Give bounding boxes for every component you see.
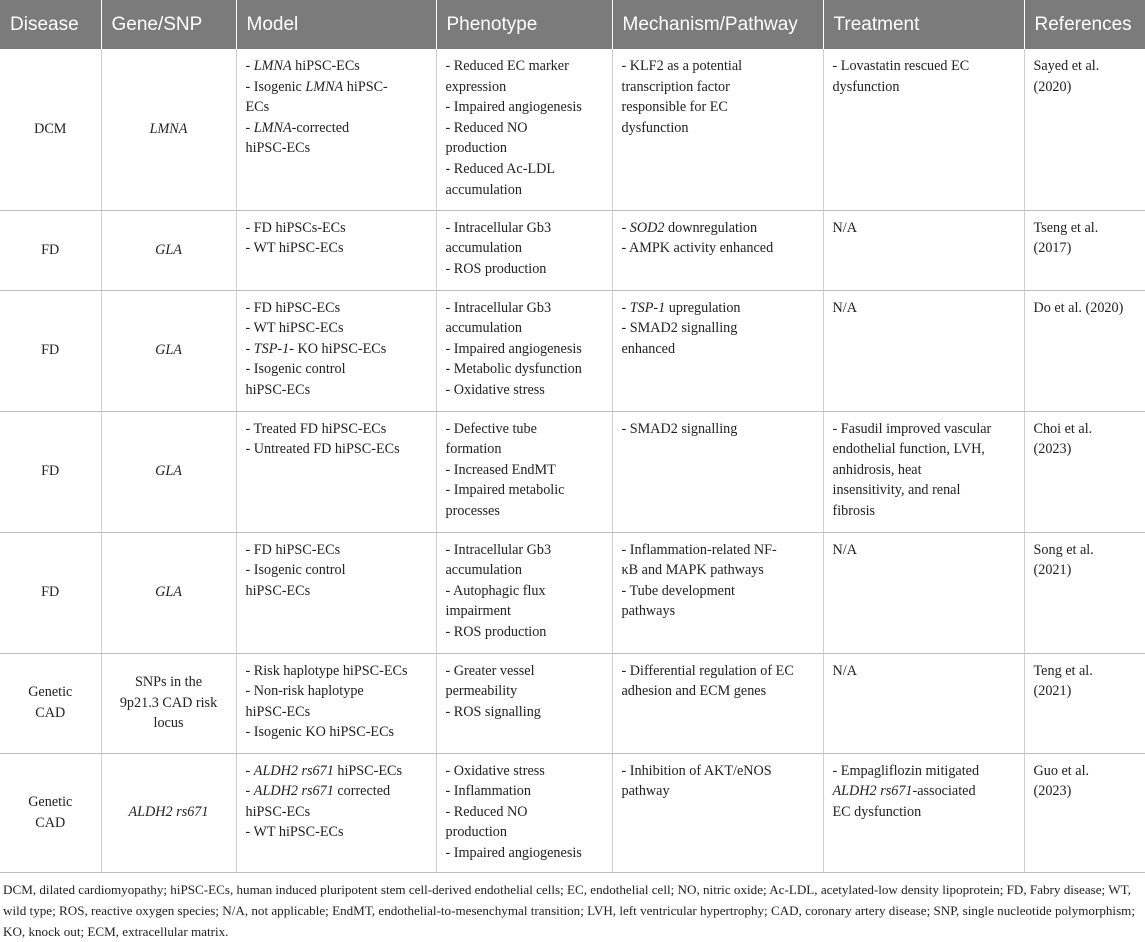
column-header-gene-snp: Gene/SNP bbox=[101, 0, 236, 49]
phenotype-cell bbox=[436, 411, 612, 532]
gene-line: GLA bbox=[155, 241, 182, 258]
gene-cell bbox=[101, 532, 236, 653]
phenotype-line: - Oxidative stress bbox=[445, 762, 545, 779]
disease-line: CAD bbox=[35, 705, 66, 721]
mechanism-line: - TSP-1 upregulation bbox=[621, 299, 741, 316]
treatment-line: endothelial function, LVH, bbox=[832, 441, 985, 458]
disease-line: CAD bbox=[35, 814, 66, 831]
mechanism-cell bbox=[612, 411, 823, 532]
disease-line: FD bbox=[41, 584, 60, 601]
model-line: hiPSC-ECs bbox=[245, 381, 311, 398]
model-line: hiPSC-ECs bbox=[245, 703, 311, 720]
model-cell bbox=[236, 290, 436, 411]
phenotype-line: formation bbox=[445, 441, 502, 458]
treatment-cell bbox=[823, 49, 1024, 210]
mechanism-cell bbox=[612, 653, 823, 753]
model-line: - WT hiPSC-ECs bbox=[245, 240, 344, 257]
phenotype-cell bbox=[436, 653, 612, 753]
table-row bbox=[0, 49, 1145, 210]
treatment-cell bbox=[823, 532, 1024, 653]
phenotype-line: expression bbox=[445, 78, 507, 95]
disease-cell bbox=[0, 532, 101, 653]
model-line: - Isogenic LMNA hiPSC- bbox=[245, 78, 388, 95]
phenotype-line: - Intracellular Gb3 bbox=[445, 219, 552, 236]
mechanism-line: κB and MAPK pathways bbox=[621, 562, 764, 579]
phenotype-line: accumulation bbox=[445, 562, 522, 579]
phenotype-line: - Intracellular Gb3 bbox=[445, 541, 552, 558]
references-line: Teng et al. bbox=[1033, 662, 1093, 679]
references-line: (2023) bbox=[1033, 441, 1072, 458]
mechanism-line: - SOD2 downregulation bbox=[621, 219, 758, 236]
model-line: - FD hiPSCs-ECs bbox=[245, 219, 346, 236]
phenotype-line: - Oxidative stress bbox=[445, 381, 545, 398]
references-cell bbox=[1024, 753, 1145, 872]
model-cell bbox=[236, 411, 436, 532]
model-cell bbox=[236, 532, 436, 653]
references-cell bbox=[1024, 49, 1145, 210]
mechanism-cell bbox=[612, 532, 823, 653]
gene-cell bbox=[101, 290, 236, 411]
treatment-line: N/A bbox=[832, 219, 857, 236]
phenotype-line: accumulation bbox=[445, 320, 522, 337]
treatment-line: fibrosis bbox=[832, 502, 876, 519]
disease-line: FD bbox=[41, 241, 60, 258]
mechanism-line: - Inhibition of AKT/eNOS bbox=[621, 762, 772, 779]
phenotype-cell bbox=[436, 753, 612, 872]
mechanism-line: adhesion and ECM genes bbox=[621, 683, 767, 700]
treatment-cell bbox=[823, 290, 1024, 411]
gene-line: 9p21.3 CAD risk bbox=[119, 694, 218, 711]
header-row bbox=[0, 0, 1145, 49]
references-line: (2021) bbox=[1033, 683, 1072, 700]
phenotype-line: - Reduced NO bbox=[445, 803, 528, 820]
treatment-cell bbox=[823, 653, 1024, 753]
phenotype-cell bbox=[436, 210, 612, 290]
column-header-disease: Disease bbox=[0, 0, 101, 49]
gene-line: GLA bbox=[155, 463, 182, 480]
phenotype-line: - Greater vessel bbox=[445, 662, 535, 679]
model-line: - Untreated FD hiPSC-ECs bbox=[245, 441, 400, 458]
treatment-line: EC dysfunction bbox=[832, 803, 922, 820]
treatment-cell bbox=[823, 411, 1024, 532]
references-cell bbox=[1024, 653, 1145, 753]
gene-line: locus bbox=[153, 715, 184, 732]
phenotype-line: - Increased EndMT bbox=[445, 461, 556, 478]
references-line: Guo et al. bbox=[1033, 762, 1090, 779]
mechanism-line: - Differential regulation of EC bbox=[621, 662, 794, 679]
phenotype-line: - Reduced EC marker bbox=[445, 58, 569, 74]
phenotype-cell bbox=[436, 290, 612, 411]
treatment-line: - Lovastatin rescued EC bbox=[832, 58, 970, 74]
model-line: - LMNA hiPSC-ECs bbox=[245, 58, 360, 74]
model-line: - TSP-1- KO hiPSC-ECs bbox=[245, 340, 387, 357]
references-cell bbox=[1024, 411, 1145, 532]
disease-line: Genetic bbox=[28, 793, 73, 810]
disease-cell bbox=[0, 290, 101, 411]
treatment-line: N/A bbox=[832, 541, 857, 558]
gene-cell bbox=[101, 49, 236, 210]
model-line: - LMNA-corrected bbox=[245, 119, 350, 136]
treatment-line: N/A bbox=[832, 299, 857, 316]
model-line: - Isogenic KO hiPSC-ECs bbox=[245, 724, 395, 741]
mechanism-line: enhanced bbox=[621, 340, 676, 357]
references-line: Sayed et al. bbox=[1033, 58, 1100, 74]
gene-line: ALDH2 rs671 bbox=[128, 804, 209, 821]
mechanism-line: transcription factor bbox=[621, 78, 730, 95]
gene-cell bbox=[101, 210, 236, 290]
table-row bbox=[0, 210, 1145, 290]
model-line: - ALDH2 rs671 corrected bbox=[245, 783, 391, 800]
phenotype-line: - Impaired angiogenesis bbox=[445, 99, 582, 116]
model-line: hiPSC-ECs bbox=[245, 582, 311, 599]
table-row bbox=[0, 532, 1145, 653]
phenotype-cell bbox=[436, 532, 612, 653]
mechanism-cell bbox=[612, 210, 823, 290]
disease-line: FD bbox=[41, 342, 60, 359]
mechanism-line: - SMAD2 signalling bbox=[621, 320, 738, 337]
gene-line: LMNA bbox=[149, 120, 188, 137]
treatment-line: ALDH2 rs671-associated bbox=[832, 783, 976, 800]
phenotype-line: - Metabolic dysfunction bbox=[445, 361, 582, 378]
column-header-treatment: Treatment bbox=[823, 0, 1024, 49]
model-line: - Non-risk haplotype bbox=[245, 683, 364, 700]
treatment-line: anhidrosis, heat bbox=[832, 461, 922, 478]
phenotype-line: - ROS production bbox=[445, 260, 547, 277]
gene-cell bbox=[101, 753, 236, 872]
mechanism-line: responsible for EC bbox=[621, 99, 728, 116]
model-line: - WT hiPSC-ECs bbox=[245, 824, 344, 841]
model-line: - Treated FD hiPSC-ECs bbox=[245, 420, 387, 437]
table-row bbox=[0, 290, 1145, 411]
references-cell bbox=[1024, 210, 1145, 290]
phenotype-line: - Impaired metabolic bbox=[445, 482, 565, 499]
disease-line: Genetic bbox=[28, 684, 73, 701]
mechanism-cell bbox=[612, 753, 823, 872]
phenotype-line: - ROS signalling bbox=[445, 703, 541, 720]
disease-cell bbox=[0, 210, 101, 290]
disease-cell bbox=[0, 753, 101, 872]
phenotype-line: production bbox=[445, 824, 507, 841]
gene-cell bbox=[101, 411, 236, 532]
model-cell bbox=[236, 210, 436, 290]
model-cell bbox=[236, 753, 436, 872]
phenotype-line: - Inflammation bbox=[445, 783, 531, 800]
phenotype-line: production bbox=[445, 140, 507, 157]
model-line: - FD hiPSC-ECs bbox=[245, 541, 341, 558]
gene-cell bbox=[101, 653, 236, 753]
references-line: Tseng et al. bbox=[1033, 219, 1099, 236]
model-line: - FD hiPSC-ECs bbox=[245, 299, 341, 316]
mechanism-line: - SMAD2 signalling bbox=[621, 420, 738, 437]
references-line: (2017) bbox=[1033, 240, 1072, 257]
disease-cell bbox=[0, 653, 101, 753]
table-row bbox=[0, 753, 1145, 872]
model-line: - Isogenic control bbox=[245, 562, 346, 579]
references-line: (2023) bbox=[1033, 783, 1072, 800]
references-line: (2020) bbox=[1033, 78, 1072, 95]
model-line: hiPSC-ECs bbox=[245, 140, 311, 157]
disease-cell bbox=[0, 49, 101, 210]
model-cell bbox=[236, 49, 436, 210]
treatment-line: N/A bbox=[832, 662, 857, 679]
gene-line: GLA bbox=[155, 342, 182, 359]
model-line: - Isogenic control bbox=[245, 361, 346, 378]
mechanism-line: - KLF2 as a potential bbox=[621, 58, 743, 74]
table-footnote: DCM, dilated cardiomyopathy; hiPSC-ECs, human induced pluripotent stem cell-derived endothelial cells; EC, endothelial cell; NO, nitric oxide; Ac-LDL, acetylated-low density lipoprotein; FD, Fabry disease; WT, wild type; ROS, reactive oxygen species; N/A, not applicable; EndMT, endothelial-to-mesenchymal transition; LVH, left ventricular hypertrophy; CAD, coronary artery disease; SNP, single nucleotide polymorphism; KO, knock out; ECM, extracellular matrix. bbox=[3, 881, 1135, 939]
table-row bbox=[0, 653, 1145, 753]
column-header-references: References bbox=[1024, 0, 1145, 49]
table-body bbox=[0, 49, 1145, 872]
phenotype-line: permeability bbox=[445, 683, 518, 700]
model-line: - WT hiPSC-ECs bbox=[245, 320, 344, 337]
references-line: Do et al. (2020) bbox=[1033, 299, 1124, 316]
column-header-model: Model bbox=[236, 0, 436, 49]
references-line: (2021) bbox=[1033, 562, 1072, 579]
mechanism-line: pathways bbox=[621, 603, 676, 620]
mechanism-cell bbox=[612, 290, 823, 411]
references-line: Choi et al. bbox=[1033, 420, 1093, 437]
treatment-cell bbox=[823, 210, 1024, 290]
gene-line: SNPs in the bbox=[134, 674, 202, 691]
mechanism-line: - Tube development bbox=[621, 582, 735, 599]
model-line: hiPSC-ECs bbox=[245, 803, 311, 820]
treatment-line: dysfunction bbox=[832, 78, 900, 95]
model-line: - ALDH2 rs671 hiPSC-ECs bbox=[245, 762, 402, 779]
gene-line: GLA bbox=[155, 584, 182, 601]
phenotype-line: - Impaired angiogenesis bbox=[445, 340, 582, 357]
treatment-line: - Empagliflozin mitigated bbox=[832, 762, 980, 779]
mechanism-line: pathway bbox=[621, 783, 670, 800]
disease-line: DCM bbox=[34, 120, 67, 137]
disease-cell bbox=[0, 411, 101, 532]
model-line: ECs bbox=[245, 99, 270, 116]
phenotype-line: - Autophagic flux bbox=[445, 582, 546, 599]
mechanism-line: dysfunction bbox=[621, 119, 689, 136]
column-header-mechanism-pathway: Mechanism/Pathway bbox=[612, 0, 823, 49]
phenotype-line: - Intracellular Gb3 bbox=[445, 299, 552, 316]
references-cell bbox=[1024, 290, 1145, 411]
column-header-phenotype: Phenotype bbox=[436, 0, 612, 49]
table-row bbox=[0, 411, 1145, 532]
phenotype-line: impairment bbox=[445, 603, 511, 620]
phenotype-cell bbox=[436, 49, 612, 210]
mechanism-line: - Inflammation-related NF- bbox=[621, 541, 777, 558]
phenotype-line: - ROS production bbox=[445, 623, 547, 640]
phenotype-line: accumulation bbox=[445, 181, 522, 198]
phenotype-line: - Reduced Ac-LDL bbox=[445, 160, 556, 177]
model-cell bbox=[236, 653, 436, 753]
disease-line: FD bbox=[41, 463, 60, 480]
treatment-line: - Fasudil improved vascular bbox=[832, 420, 992, 437]
treatment-line: insensitivity, and renal bbox=[832, 482, 961, 499]
mechanism-line: - AMPK activity enhanced bbox=[621, 240, 774, 257]
references-line: Song et al. bbox=[1033, 541, 1094, 558]
treatment-cell bbox=[823, 753, 1024, 872]
references-cell bbox=[1024, 532, 1145, 653]
phenotype-line: processes bbox=[445, 502, 500, 519]
phenotype-line: accumulation bbox=[445, 240, 522, 257]
model-line: - Risk haplotype hiPSC-ECs bbox=[245, 662, 408, 679]
mechanism-cell bbox=[612, 49, 823, 210]
phenotype-line: - Impaired angiogenesis bbox=[445, 844, 582, 861]
phenotype-line: - Defective tube bbox=[445, 420, 537, 437]
phenotype-line: - Reduced NO bbox=[445, 119, 528, 136]
